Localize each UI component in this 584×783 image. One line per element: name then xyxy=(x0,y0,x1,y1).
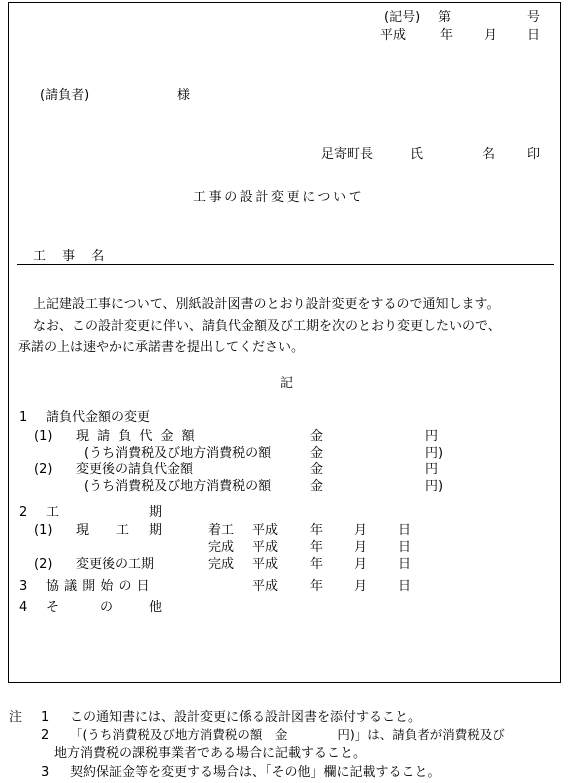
item2-sub2-month: 月 xyxy=(354,557,368,572)
item2-sub1-kansei-year: 年 xyxy=(310,540,324,555)
item2-sub1-chakko-year: 年 xyxy=(310,523,324,538)
item2-sub1-kansei-month: 月 xyxy=(354,540,368,555)
sender-mei: 名 xyxy=(482,147,496,162)
item1-sub2-tax: (うち消費税及び地方消費税の額 xyxy=(84,479,272,494)
note2-number: 2 xyxy=(41,728,50,743)
item2-title-b: 期 xyxy=(149,505,163,520)
item4-a: そ xyxy=(46,600,60,615)
item1-sub1-en: 円 xyxy=(425,429,439,444)
dai-label: 第 xyxy=(438,10,452,25)
item1-sub1-tax: (うち消費税及び地方消費税の額 xyxy=(84,446,272,461)
item4-number: 4 xyxy=(19,600,28,615)
project-name-underline xyxy=(17,264,554,265)
item2-number: 2 xyxy=(19,505,28,520)
item1-sub1-tax-en: 円) xyxy=(425,446,444,461)
note2-text-a: 「(うち消費税及び地方消費税の額 金 円)」は、請負者が消費税及び xyxy=(70,727,505,742)
item2-sub1-c: 期 xyxy=(149,523,163,538)
item2-sub1-chakko-month: 月 xyxy=(354,523,368,538)
note2-text-b: 地方消費税の課税事業者である場合に記載すること。 xyxy=(54,746,367,761)
item2-sub2-era: 平成 xyxy=(252,557,279,572)
body-line-2: なお、この設計変更に伴い、請負代金額及び工期を次のとおり変更したいので、 xyxy=(33,319,501,334)
header-day: 日 xyxy=(527,28,541,43)
item2-sub2-year: 年 xyxy=(310,557,324,572)
item3-title: 協 議 開 始 の 日 xyxy=(46,579,151,594)
addressee-label: (請負者) xyxy=(40,88,90,103)
item2-sub1-chakko-era: 平成 xyxy=(252,523,279,538)
item2-sub1-b: 工 xyxy=(116,523,130,538)
item1-sub2-en: 円 xyxy=(425,462,439,477)
item1-sub1-tax-kin: 金 xyxy=(310,446,324,461)
item3-year: 年 xyxy=(310,579,324,594)
item4-b: の xyxy=(100,600,114,615)
item1-title: 請負代金額の変更 xyxy=(46,410,151,425)
item2-sub1-chakko: 着工 xyxy=(208,523,235,538)
item1-sub2-number: (2) xyxy=(34,462,53,477)
item2-sub1-kansei: 完成 xyxy=(208,540,235,555)
item1-number: 1 xyxy=(19,410,28,425)
item2-title-a: 工 xyxy=(46,505,60,520)
header-year: 年 xyxy=(440,28,454,43)
item1-sub2-label: 変更後の請負代金額 xyxy=(76,462,194,477)
item3-month: 月 xyxy=(354,579,368,594)
ki-heading: 記 xyxy=(280,376,294,391)
sender-shi: 氏 xyxy=(410,147,424,162)
item3-day: 日 xyxy=(398,579,412,594)
header-era: 平成 xyxy=(380,28,407,43)
body-line-1: 上記建設工事について、別紙設計図書のとおり設計変更をするので通知します。 xyxy=(33,297,500,312)
project-name-label: 工 事 名 xyxy=(33,249,111,264)
note1-text: この通知書には、設計変更に係る設計図書を添付すること。 xyxy=(70,710,422,725)
item1-sub1-number: (1) xyxy=(34,429,53,444)
item1-sub1-kin: 金 xyxy=(310,429,324,444)
header-month: 月 xyxy=(484,28,498,43)
item2-sub1-number: (1) xyxy=(34,523,53,538)
note1-number: 1 xyxy=(41,710,50,725)
item2-sub1-a: 現 xyxy=(76,523,90,538)
item2-sub2-label: 変更後の工期 xyxy=(76,557,155,572)
item4-c: 他 xyxy=(149,600,163,615)
seal-mark: 印 xyxy=(527,147,541,162)
addressee-sama: 様 xyxy=(177,88,191,103)
gou-label: 号 xyxy=(527,10,541,25)
item1-sub2-kin: 金 xyxy=(310,462,324,477)
item2-sub1-kansei-day: 日 xyxy=(398,540,412,555)
item2-sub2-day: 日 xyxy=(398,557,412,572)
item2-sub2-number: (2) xyxy=(34,557,53,572)
note3-text: 契約保証金等を変更する場合は、「その他」欄に記載すること。 xyxy=(70,765,441,780)
item2-sub1-chakko-day: 日 xyxy=(398,523,412,538)
notes-label: 注 xyxy=(9,710,23,725)
item3-era: 平成 xyxy=(252,579,279,594)
body-line-3: 承諾の上は速やかに承諾書を提出してください。 xyxy=(18,340,305,355)
item1-sub2-tax-kin: 金 xyxy=(310,479,324,494)
note3-number: 3 xyxy=(41,765,50,780)
item3-number: 3 xyxy=(19,579,28,594)
sender-title: 足寄町長 xyxy=(321,147,374,162)
item1-sub1-label: 現 請 負 代 金 額 xyxy=(76,429,197,444)
item2-sub2-kansei: 完成 xyxy=(208,557,235,572)
document-title: 工事の設計変更について xyxy=(193,190,365,205)
item1-sub2-tax-en: 円) xyxy=(425,479,444,494)
kigou-label: (記号) xyxy=(384,10,421,25)
item2-sub1-kansei-era: 平成 xyxy=(252,540,279,555)
